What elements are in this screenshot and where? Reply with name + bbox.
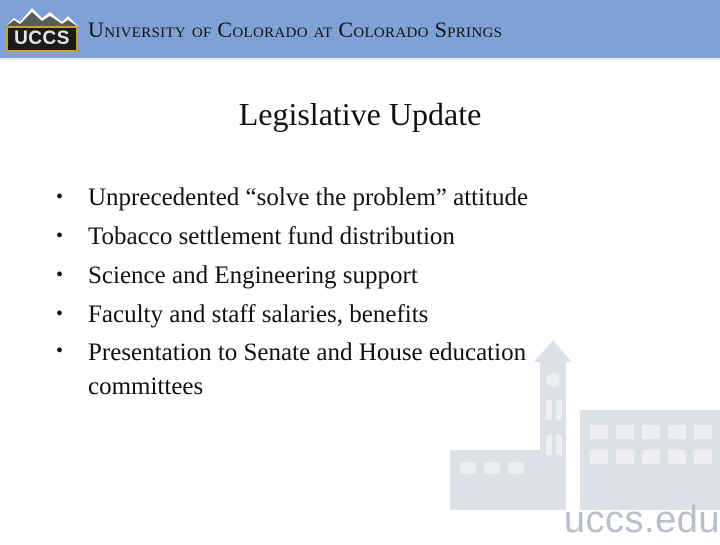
uccs-logo[interactable] [4,4,80,52]
bullet-text: Science and Engineering support [88,262,418,289]
university-name: University of Colorado at Colorado Springs [88,17,503,42]
bullet-item [0,256,720,295]
logo-wordmark: UCCS [6,26,78,52]
bullet-text: Unprecedented “solve the problem” attitude [88,184,529,211]
bullet-list [0,178,720,404]
bullet-marker: • [56,186,64,208]
bullet-text: Faculty and staff salaries, benefits [88,301,429,328]
bullet-marker: • [56,303,64,325]
uccs-url-watermark: uccs.edu [563,499,720,541]
header-bar [0,0,720,60]
bullet-text: Presentation to Senate and House education committees [88,339,527,400]
bullet-item [0,178,720,217]
bullet-item [0,295,720,334]
bullet-marker: • [56,340,64,362]
bullet-marker: • [56,264,64,286]
bullet-marker: • [56,225,64,247]
bullet-item [0,217,720,256]
bullet-item [0,334,720,404]
mountain-icon [4,4,80,28]
slide-title: Legislative Update [238,96,482,132]
bullet-text: Tobacco settlement fund distribution [88,223,455,250]
